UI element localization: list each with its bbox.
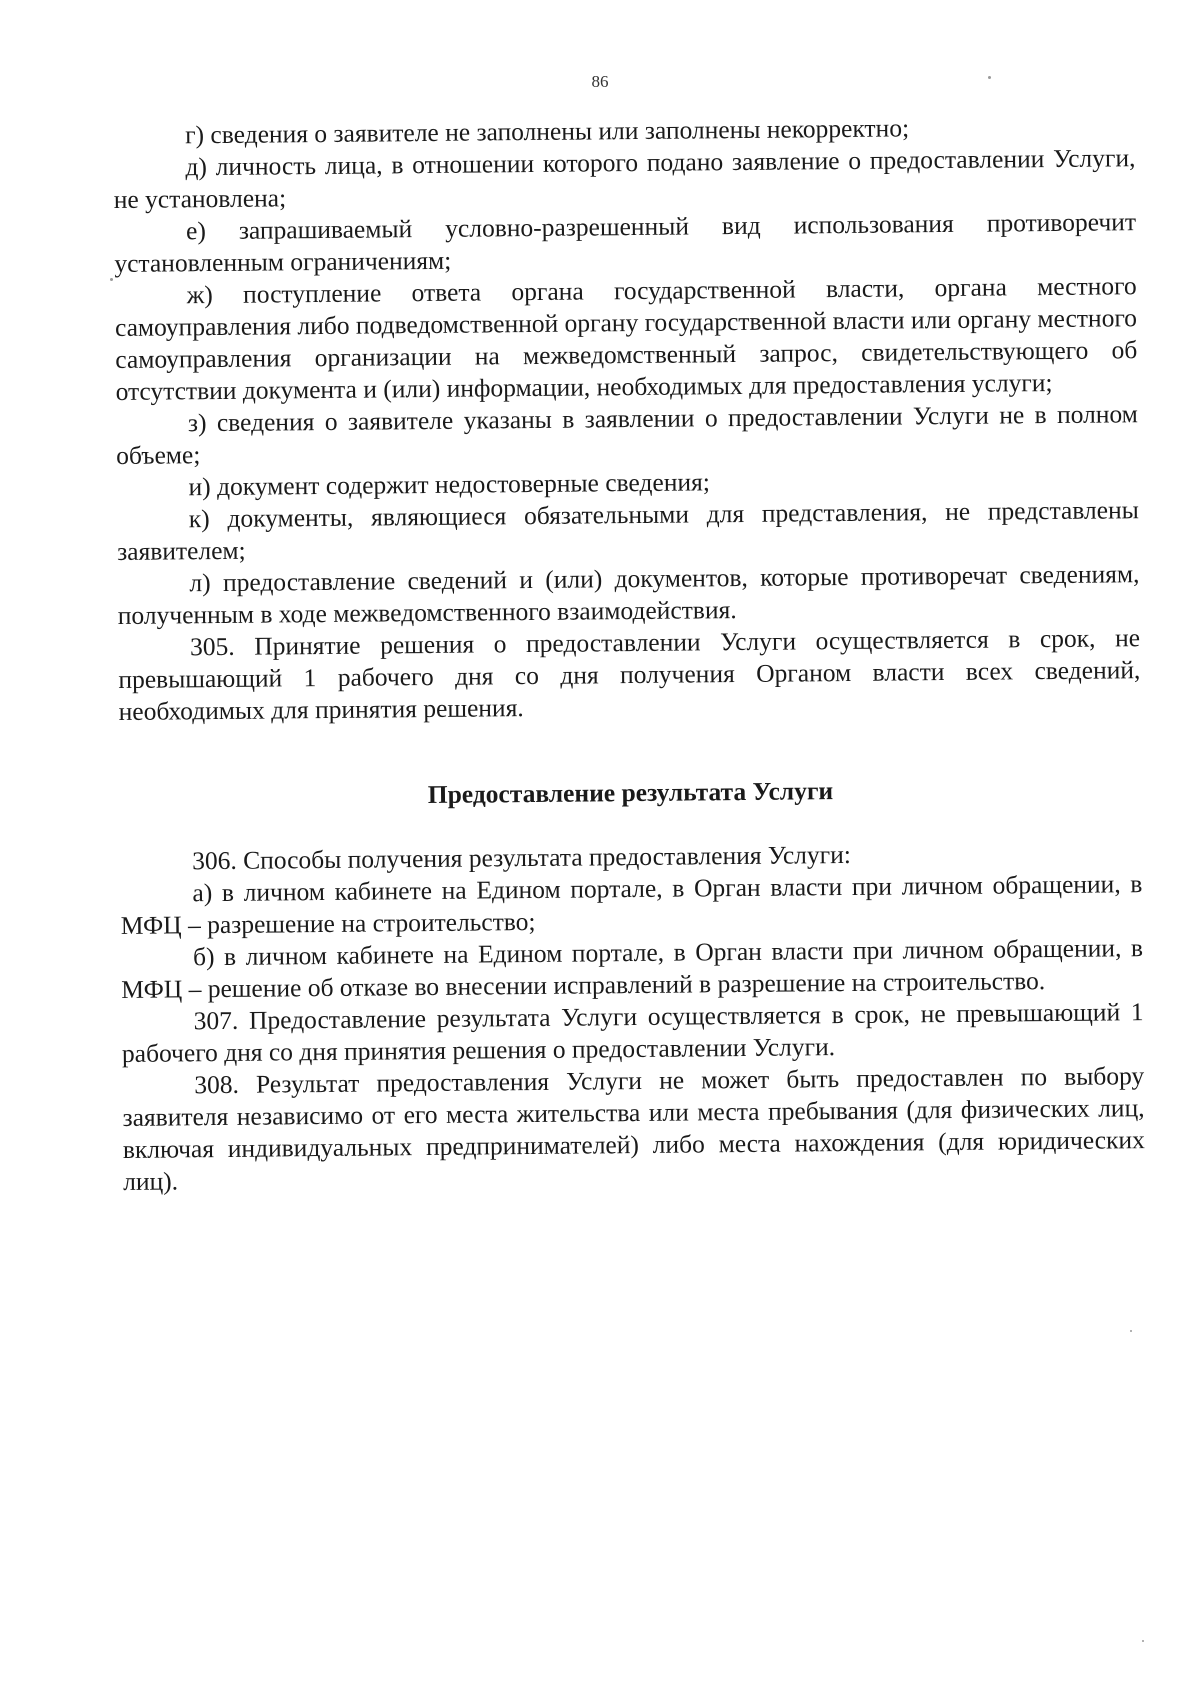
clause-306: 306. Способы получения результата предоставления Услуги:: [191, 839, 852, 876]
scan-speck: [1142, 1640, 1144, 1642]
clause-305: 305. Принятие решения о предоставлении Услуги осуществляется в срок, не превышающий 1 рабочего дня со дня получения Органом власти всех сведений, необходимых для принятия решения.: [118, 623, 1141, 726]
list-item-d: д) личность лица, в отношении которого подано заявление о предоставлении Услуги, не установлена;: [113, 143, 1136, 214]
scan-speck: [110, 278, 113, 281]
list-item-z: з) сведения о заявителе указаны в заявлении о предоставлении Услуги не в полном объеме;: [116, 399, 1139, 470]
clause-308: 308. Результат предоставления Услуги не может быть предоставлен по выбору заявителя независимо от его места жительства или места пребывания (для физических лиц, включая индивидуальных предпринимателей) либо места нахождения (для юридических лиц).: [122, 1061, 1145, 1196]
list-item-zh: ж) поступление ответа органа государственной власти, органа местного самоуправления либо подведомственной органу государственной власти или органу местного самоуправления организации на межведомственный запрос, свидетельствующего об отсутствии документа и (или) информации, необходимых для предоставления услуги;: [114, 271, 1138, 406]
page-number: 86: [591, 72, 609, 91]
list-item-a: а) в личном кабинете на Едином портале, в Орган власти при личном обращении, в МФЦ – разрешение на строительство;: [120, 869, 1143, 940]
list-item-i: и) документ содержит недостоверные сведения;: [188, 467, 710, 502]
list-item-k: к) документы, являющиеся обязательными для представления, не представлены заявителем;: [117, 495, 1139, 566]
list-item-b: б) в личном кабинете на Едином портале, в Орган власти при личном обращении, в МФЦ – решение об отказе во внесении исправлений в разрешение на строительство.: [121, 933, 1144, 1004]
clause-307: 307. Предоставление результата Услуги осуществляется в срок, не превышающий 1 рабочего дня со дня принятия решения о предоставлении Услуги.: [121, 997, 1144, 1068]
list-item-e: е) запрашиваемый условно-разрешенный вид использования противоречит установленным ограничениям;: [114, 207, 1137, 278]
scan-speck: [1130, 1330, 1132, 1332]
document-body: [113, 110, 1145, 1198]
list-item-g: г) сведения о заявителе не заполнены или заполнены некорректно;: [185, 113, 910, 150]
section-heading: Предоставление результата Услуги: [427, 776, 834, 810]
scan-speck: [988, 76, 991, 79]
list-item-l: л) предоставление сведений и (или) документов, которые противоречат сведениям, полученным в ходе межведомственного взаимодействия.: [117, 559, 1140, 630]
